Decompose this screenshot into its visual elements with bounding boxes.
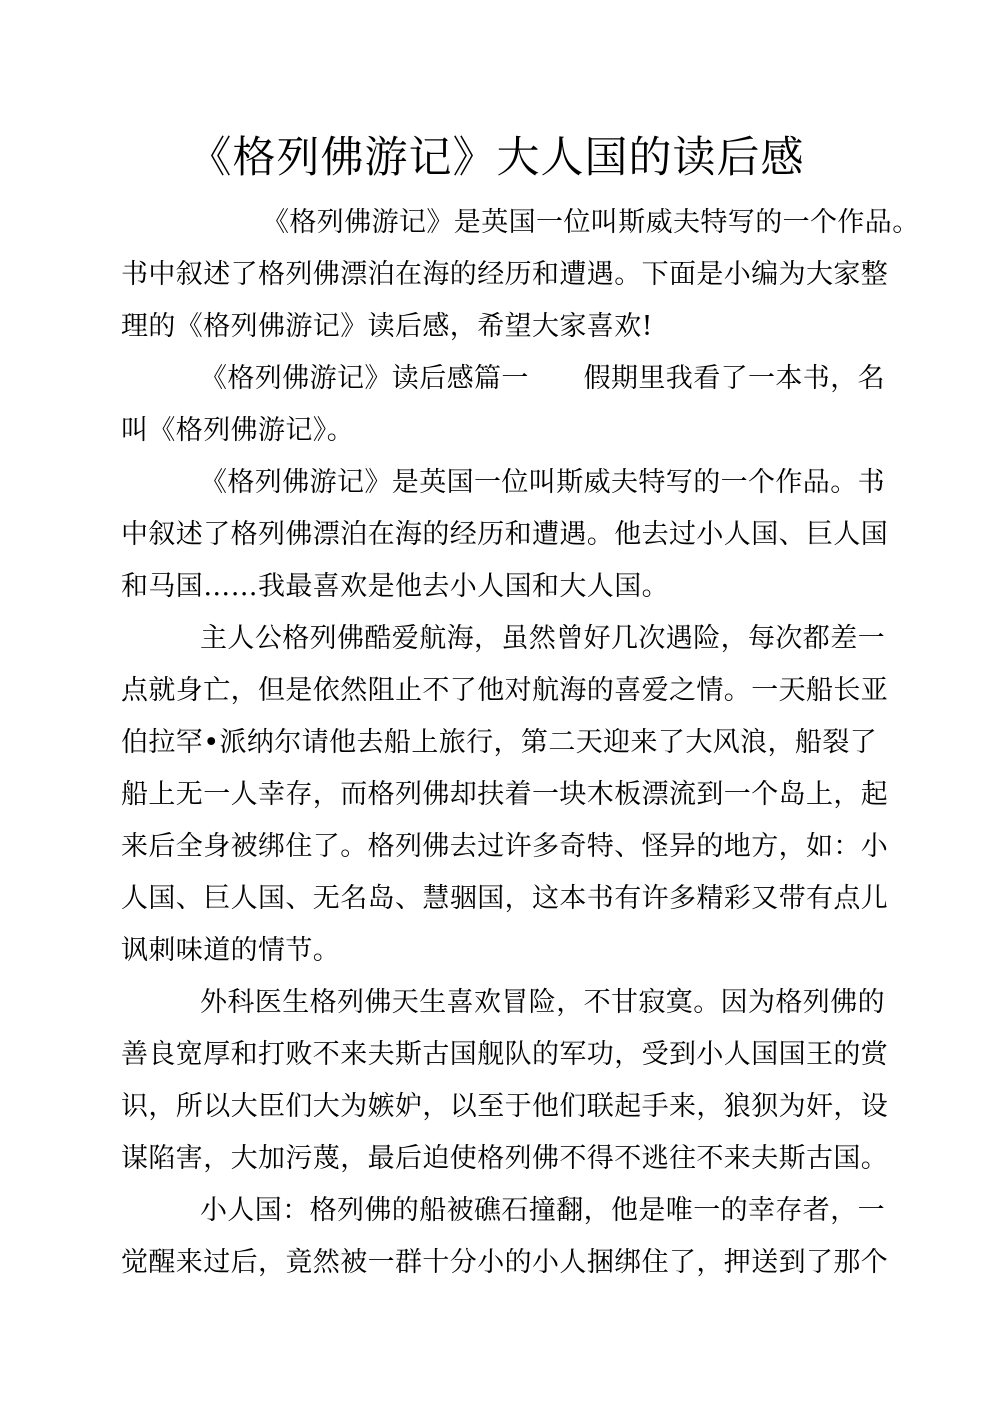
text-line: 书中叙述了格列佛漂泊在海的经历和遭遇。下面是小编为大家整 [121,259,889,290]
text-line: 《格列佛游记》读后感篇一 假期里我看了一本书，名 [200,363,885,394]
text-line: 外科医生格列佛天生喜欢冒险，不甘寂寞。因为格列佛的 [200,987,885,1018]
text-line: 点就身亡，但是依然阻止不了他对航海的喜爱之情。一天船长亚 [121,675,889,706]
text-line: 人国、巨人国、无名岛、慧骃国，这本书有许多精彩又带有点儿 [121,883,889,914]
text-line: 主人公格列佛酷爱航海，虽然曾好几次遇险，每次都差一 [200,623,885,654]
text-line: 和马国……我最喜欢是他去小人国和大人国。 [121,571,669,602]
text-line: 《格列佛游记》是英国一位叫斯威夫特写的一个作品。书 [200,467,885,498]
text-line: 《格列佛游记》是英国一位叫斯威夫特写的一个作品。 [262,207,920,238]
text-line: 中叙述了格列佛漂泊在海的经历和遭遇。他去过小人国、巨人国 [121,519,889,550]
text-line: 善良宽厚和打败不来夫斯古国舰队的军功，受到小人国国王的赏 [121,1039,889,1070]
text-line: 谋陷害，大加污蔑，最后迫使格列佛不得不逃往不来夫斯古国。 [121,1143,889,1174]
text-line: 小人国：格列佛的船被礁石撞翻，他是唯一的幸存者，一 [200,1195,885,1226]
text-line: 来后全身被绑住了。格列佛去过许多奇特、怪异的地方，如：小 [121,831,889,862]
text-line: 理的《格列佛游记》读后感，希望大家喜欢! [121,311,653,342]
text-line: 识，所以大臣们大为嫉妒，以至于他们联起手来，狼狈为奸，设 [121,1091,889,1122]
page-title: 《格列佛游记》大人国的读后感 [188,133,805,183]
text-line: 伯拉罕•派纳尔请他去船上旅行，第二天迎来了大风浪，船裂了 [121,727,878,758]
text-line: 讽刺味道的情节。 [121,935,341,966]
text-line: 觉醒来过后，竟然被一群十分小的小人捆绑住了，押送到了那个 [121,1247,889,1278]
text-line: 船上无一人幸存，而格列佛却扶着一块木板漂流到一个岛上，起 [121,779,889,810]
text-line: 叫《格列佛游记》。 [121,415,355,446]
